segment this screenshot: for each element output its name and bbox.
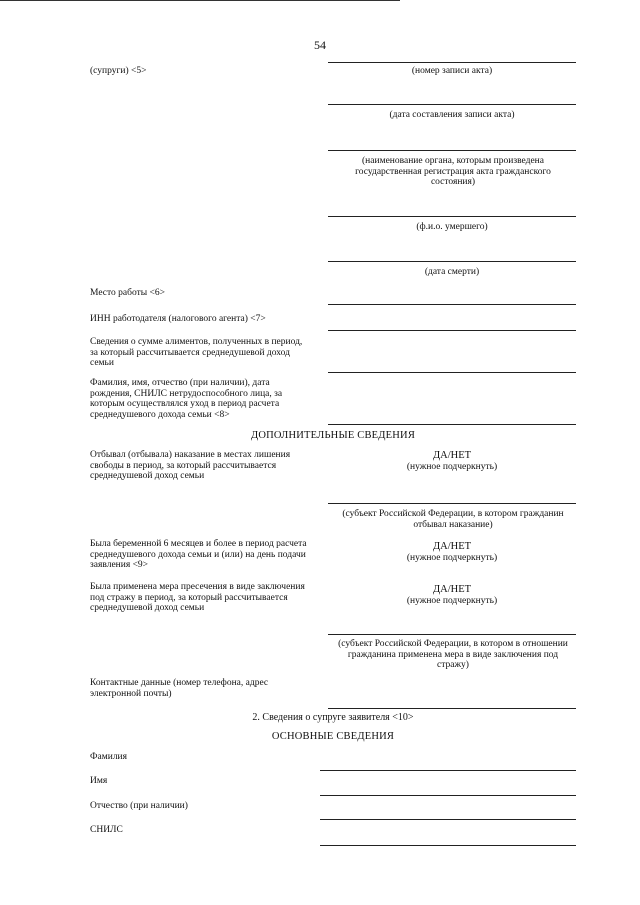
page-number: 54 xyxy=(314,38,326,52)
label-workplace: Место работы <6> xyxy=(90,288,165,298)
field-line-death-date[interactable] xyxy=(328,261,576,262)
caption-registry-authority: (наименование органа, которым произведена государственная регистрация акта гражданского состояния) xyxy=(355,156,551,187)
caption-deceased-name: (ф.и.о. умершего) xyxy=(416,222,488,232)
underline-note-custody: (нужное подчеркнуть) xyxy=(406,596,498,606)
yes-no-custody[interactable]: ДА/НЕТ xyxy=(432,584,472,595)
label-imprisonment: Отбывал (отбывала) наказание в местах лишения свободы в период, за который рассчитывается среднедушевой доход семьи xyxy=(90,450,291,481)
top-border-line xyxy=(0,0,400,1)
caption-record-date: (дата составления записи акта) xyxy=(389,110,515,120)
label-alimony: Сведения о сумме алиментов, полученных в период, за который рассчитывается среднедушевой доход семьи xyxy=(90,337,303,368)
yes-no-pregnant[interactable]: ДА/НЕТ xyxy=(432,541,472,552)
underline-note-imprisonment: (нужное подчеркнуть) xyxy=(406,462,498,472)
field-line-record-number[interactable] xyxy=(328,62,576,63)
heading-additional: ДОПОЛНИТЕЛЬНЫЕ СВЕДЕНИЯ xyxy=(250,430,416,441)
caption-record-number: (номер записи акта) xyxy=(411,66,493,76)
field-line-care-person[interactable] xyxy=(328,424,576,425)
label-employer-inn: ИНН работодателя (налогового агента) <7> xyxy=(90,314,266,324)
label-contacts: Контактные данные (номер телефона, адрес электронной почты) xyxy=(90,678,269,699)
field-line-contacts[interactable] xyxy=(328,708,576,709)
field-line-patronymic[interactable] xyxy=(320,819,576,820)
label-patronymic: Отчество (при наличии) xyxy=(90,801,188,811)
label-surname: Фамилия xyxy=(90,752,128,762)
caption-region-custody: (субъект Российской Федерации, в котором в отношении гражданина применена мера в виде заключения под стражу) xyxy=(338,639,568,670)
label-care-person: Фамилия, имя, отчество (при наличии), дата рождения, СНИЛС нетрудоспособного лица, за которым осуществлялся уход в период расчета среднедушевого дохода семьи <8> xyxy=(90,378,283,420)
yes-no-imprisonment[interactable]: ДА/НЕТ xyxy=(432,450,472,461)
field-line-snils[interactable] xyxy=(320,845,576,846)
label-spouse: (супруги) <5> xyxy=(90,66,147,76)
label-custody: Была применена мера пресечения в виде заключения под стражу в период, за который рассчитывается среднедушевой доход семьи xyxy=(90,582,305,613)
label-name: Имя xyxy=(90,776,108,786)
caption-death-date: (дата смерти) xyxy=(424,267,480,277)
field-line-registry-authority[interactable] xyxy=(328,150,576,151)
field-line-record-date[interactable] xyxy=(328,104,576,105)
label-pregnant: Была беременной 6 месяцев и более в период расчета среднедушевого дохода семьи и (или) на день подачи заявления <9> xyxy=(90,539,307,570)
underline-note-pregnant: (нужное подчеркнуть) xyxy=(406,553,498,563)
field-line-employer-inn[interactable] xyxy=(328,330,576,331)
caption-region-imprisonment: (субъект Российской Федерации, в котором гражданин отбывал наказание) xyxy=(342,509,564,530)
field-line-surname[interactable] xyxy=(320,770,576,771)
section-title-applicant-spouse: 2. Сведения о супруге заявителя <10> xyxy=(252,712,414,723)
field-line-alimony[interactable] xyxy=(328,372,576,373)
heading-basic-info: ОСНОВНЫЕ СВЕДЕНИЯ xyxy=(271,731,395,742)
label-snils: СНИЛС xyxy=(90,825,123,835)
field-line-region-imprisonment[interactable] xyxy=(328,503,576,504)
field-line-workplace[interactable] xyxy=(328,304,576,305)
field-line-deceased-name[interactable] xyxy=(328,216,576,217)
field-line-name[interactable] xyxy=(320,795,576,796)
field-line-region-custody[interactable] xyxy=(328,634,576,635)
